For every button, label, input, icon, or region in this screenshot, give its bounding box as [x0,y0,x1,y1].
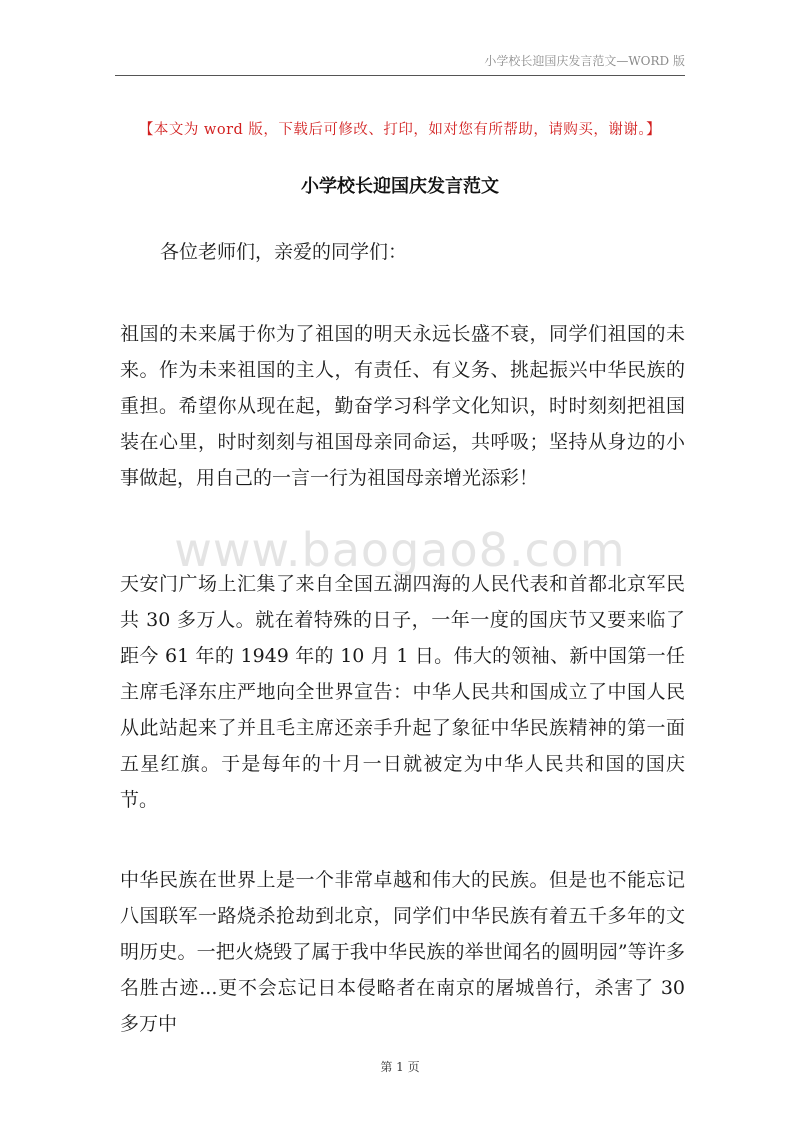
header-divider [115,75,685,76]
greeting: 各位老师们，亲爱的同学们： [160,241,408,263]
download-notice: 【本文为 word 版，下载后可修改、打印，如对您有所帮助，请购买，谢谢。】 [138,122,662,138]
document-title: 小学校长迎国庆发言范文 [301,176,499,197]
page-number: 第 1 页 [380,1060,420,1074]
paragraph-2: 天安门广场上汇集了来自全国五湖四海的人民代表和首都北京军民共 30 多万人。就在着特殊的日子，一年一度的国庆节又要来临了距今 61 年的 1949 年的 10 月 1 日。伟大的领袖、新中国第一任主席毛泽东庄严地向全世界宣告：中华人民共和国成立了中国人民从此站起来了并且毛主席还亲手升起了象征中华民族精神的第一面五星红旗。于是每年的十月一日就被定为中华人民共和国的国庆节。 [120,573,685,811]
paragraph-1: 祖国的未来属于你为了祖国的明天永远长盛不衰，同学们祖国的未来。作为未来祖国的主人，有责任、有义务、挑起振兴中华民族的重担。希望你从现在起，勤奋学习科学文化知识，时时刻刻把祖国装在心里，时时刻刻与祖国母亲同命运，共呼吸；坚持从身边的小事做起，用自己的一言一行为祖国母亲增光添彩！ [120,323,685,489]
running-header: 小学校长迎国庆发言范文—WORD 版 [484,54,685,68]
watermark: www.baogao8.com [174,523,626,577]
paragraph-3: 中华民族在世界上是一个非常卓越和伟大的民族。但是也不能忘记八国联军一路烧杀抢劫到北京，同学们中华民族有着五千多年的文明历史。一把火烧毁了属于我中华民族的举世闻名的圆明园”等许多名胜古迹...更不会忘记日本侵略者在南京的屠城兽行，杀害了 30 多万中 [120,869,685,1035]
